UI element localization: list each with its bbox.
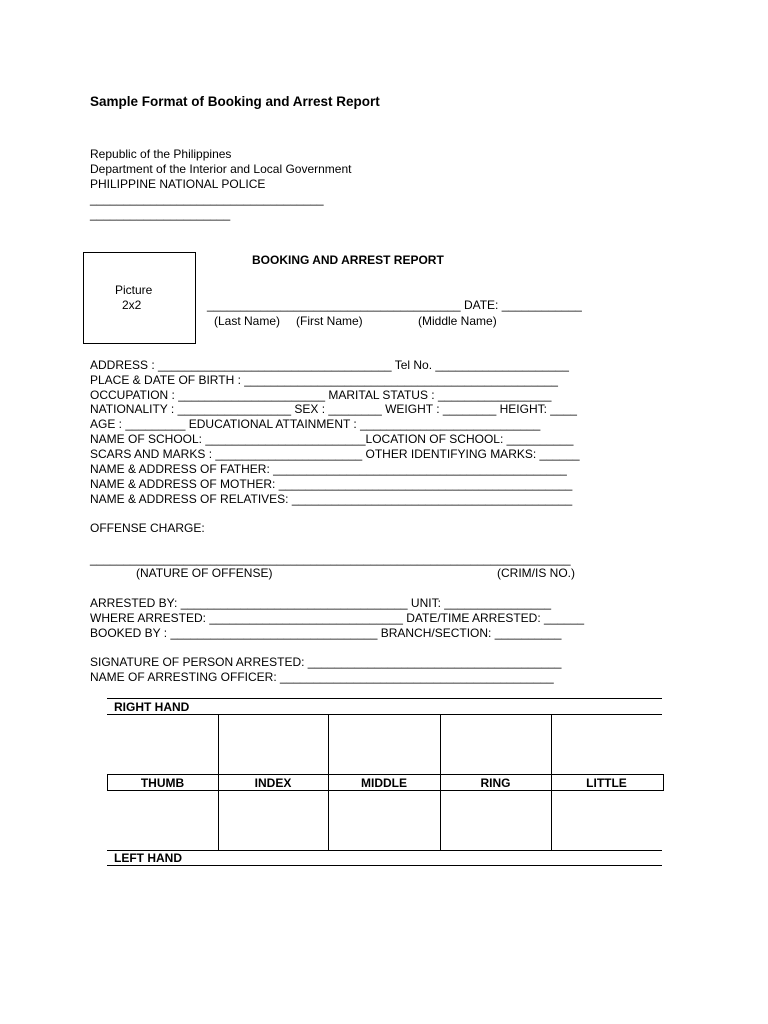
photo-label: Picture (115, 283, 153, 297)
field-relatives: NAME & ADDRESS OF RELATIVES: __________________________________________ (90, 492, 573, 506)
report-title: BOOKING AND ARREST REPORT (252, 253, 444, 267)
photo-size: 2x2 (122, 298, 142, 312)
offense-charge-label: OFFENSE CHARGE: (90, 521, 205, 535)
photo-box (83, 252, 196, 344)
fingerprint-top-line (107, 698, 662, 699)
document-title: Sample Format of Booking and Arrest Report (90, 94, 380, 109)
field-signature: SIGNATURE OF PERSON ARRESTED: ______________________________________ (90, 655, 562, 669)
field-birth: PLACE & DATE OF BIRTH : _______________________________________________ (90, 373, 558, 387)
middle-name-label: (Middle Name) (418, 314, 497, 328)
offense-line: ________________________________________________________________________ (90, 552, 571, 566)
field-arrested-by: ARRESTED BY: __________________________________ UNIT: ________________ (90, 596, 552, 610)
finger-label-thumb: THUMB (140, 776, 185, 790)
field-address: ADDRESS : ___________________________________ Tel No. ____________________ (90, 358, 569, 372)
right-divider-4 (551, 714, 552, 774)
header-department: Department of the Interior and Local Government (90, 162, 352, 176)
field-nationality: NATIONALITY : _________________ SEX : ________ WEIGHT : ________ HEIGHT: ____ (90, 402, 577, 416)
right-divider-2 (328, 714, 329, 774)
finger-label-index: INDEX (254, 776, 292, 790)
finger-label-little: LITTLE (586, 776, 627, 790)
right-hand-underline (107, 714, 662, 715)
first-name-label: (First Name) (296, 314, 363, 328)
right-hand-label: RIGHT HAND (114, 700, 190, 714)
last-name-label: (Last Name) (214, 314, 281, 328)
field-school: NAME OF SCHOOL: ________________________LOCATION OF SCHOOL: __________ (90, 432, 574, 446)
field-occupation: OCCUPATION : ______________________ MARITAL STATUS : _________________ (90, 388, 552, 402)
field-age: AGE : _________ EDUCATIONAL ATTAINMENT : ___________________________ (90, 417, 541, 431)
nature-of-offense-label: (NATURE OF OFFENSE) (136, 566, 273, 580)
field-scars: SCARS AND MARKS : ______________________ OTHER IDENTIFYING MARKS: ______ (90, 447, 580, 461)
header-republic: Republic of the Philippines (90, 147, 232, 161)
field-father: NAME & ADDRESS OF FATHER: ____________________________________________ (90, 462, 567, 476)
field-mother: NAME & ADDRESS OF MOTHER: ____________________________________________ (90, 477, 573, 491)
finger-label-middle: MIDDLE (361, 776, 407, 790)
field-booked-by: BOOKED BY : _______________________________ BRANCH/SECTION: __________ (90, 626, 562, 640)
name-date-line: ______________________________________ DATE: ____________ (207, 298, 582, 312)
right-divider-1 (218, 714, 219, 774)
left-hand-label: LEFT HAND (114, 851, 182, 865)
field-where-arrested: WHERE ARRESTED: _____________________________ DATE/TIME ARRESTED: ______ (90, 611, 585, 625)
field-arresting-officer: NAME OF ARRESTING OFFICER: _________________________________________ (90, 670, 554, 684)
left-hand-top-line (107, 850, 662, 851)
header-blank-line-2: _____________________ (90, 207, 231, 221)
left-hand-underline (107, 865, 662, 866)
finger-label-ring: RING (480, 776, 511, 790)
right-divider-3 (440, 714, 441, 774)
header-pnp: PHILIPPINE NATIONAL POLICE (90, 177, 266, 191)
header-blank-line-1: ___________________________________ (90, 192, 324, 206)
crim-no-label: (CRIM/IS NO.) (497, 566, 575, 580)
